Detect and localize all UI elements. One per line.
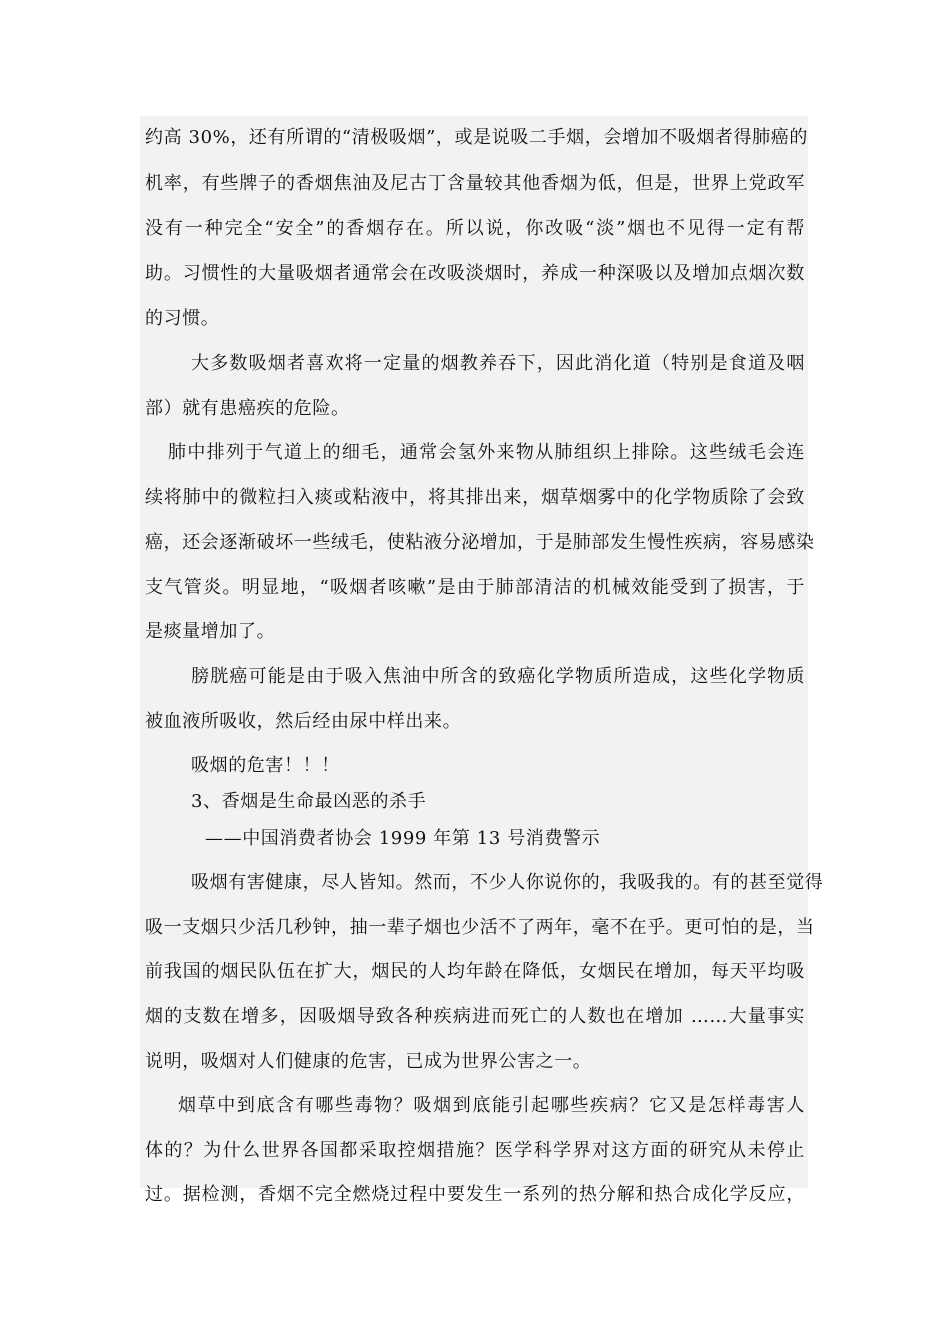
paragraph-4-line-2: 被血液所吸收，然后经由尿中样出来。 <box>145 711 462 732</box>
paragraph-9-line-2: 体的？为什么世界各国都采取控烟措施？医学科学界对这方面的研究从未停止 <box>145 1140 805 1161</box>
paragraph-2-line-2: 部）就有患癌疾的危险。 <box>145 398 350 419</box>
section-subtitle: ——中国消费者协会 1999 年第 13 号消费警示 <box>205 828 601 849</box>
paragraph-2-line-1: 大多数吸烟者喜欢将一定量的烟教养吞下，因此消化道（特别是食道及咽 <box>191 353 805 374</box>
section-title: 3、香烟是生命最凶恶的杀手 <box>191 791 427 812</box>
paragraph-8-line-5: 说明，吸烟对人们健康的危害，已成为世界公害之一。 <box>145 1051 592 1072</box>
paragraph-9-line-3: 过。据检测，香烟不完全燃烧过程中要发生一系列的热分解和热合成化学反应， <box>145 1184 805 1205</box>
paragraph-3-line-3: 癌，还会逐渐破坏一些绒毛，使粘液分泌增加，于是肺部发生慢性疾病，容易感染 <box>145 532 815 553</box>
paragraph-3-line-5: 是痰量增加了。 <box>145 621 276 642</box>
paragraph-1-line-2: 机率，有些牌子的香烟焦油及尼古丁含量较其他香烟为低，但是，世界上党政军 <box>145 173 805 194</box>
paragraph-8-line-3: 前我国的烟民队伍在扩大，烟民的人均年龄在降低，女烟民在增加，每天平均吸 <box>145 961 805 982</box>
paragraph-1-line-3: 没有一种完全“安全”的香烟存在。所以说，你改吸“淡”烟也不见得一定有帮 <box>145 218 805 239</box>
paragraph-1-line-4: 助。习惯性的大量吸烟者通常会在改吸淡烟时，养成一种深吸以及增加点烟次数 <box>145 263 805 284</box>
paragraph-3-line-4: 支气管炎。明显地，“吸烟者咳嗽”是由于肺部清洁的机械效能受到了损害，于 <box>145 577 805 598</box>
paragraph-8-line-4: 烟的支数在增多，因吸烟导致各种疾病进而死亡的人数也在增加 ……大量事实 <box>145 1006 805 1027</box>
paragraph-1-line-5: 的习惯。 <box>145 308 220 329</box>
paragraph-3-line-1: 肺中排列于气道上的细毛，通常会氢外来物从肺组织上排除。这些绒毛会连 <box>168 442 805 463</box>
paragraph-9-line-1: 烟草中到底含有哪些毒物？吸烟到底能引起哪些疾病？它又是怎样毒害人 <box>178 1095 805 1116</box>
paragraph-1-line-1: 约高 30%，还有所谓的“清极吸烟”，或是说吸二手烟，会增加不吸烟者得肺癌的 <box>145 127 808 148</box>
paragraph-8-line-2: 吸一支烟只少活几秒钟，抽一辈子烟也少活不了两年，毫不在乎。更可怕的是，当 <box>145 917 815 938</box>
paragraph-4-line-1: 膀胱癌可能是由于吸入焦油中所含的致癌化学物质所造成，这些化学物质 <box>191 666 805 687</box>
paragraph-5-heading: 吸烟的危害！！！ <box>191 755 340 776</box>
paragraph-3-line-2: 续将肺中的微粒扫入痰或粘液中，将其排出来，烟草烟雾中的化学物质除了会致 <box>145 487 805 508</box>
paragraph-8-line-1: 吸烟有害健康，尽人皆知。然而，不少人你说你的，我吸我的。有的甚至觉得 <box>191 872 824 893</box>
